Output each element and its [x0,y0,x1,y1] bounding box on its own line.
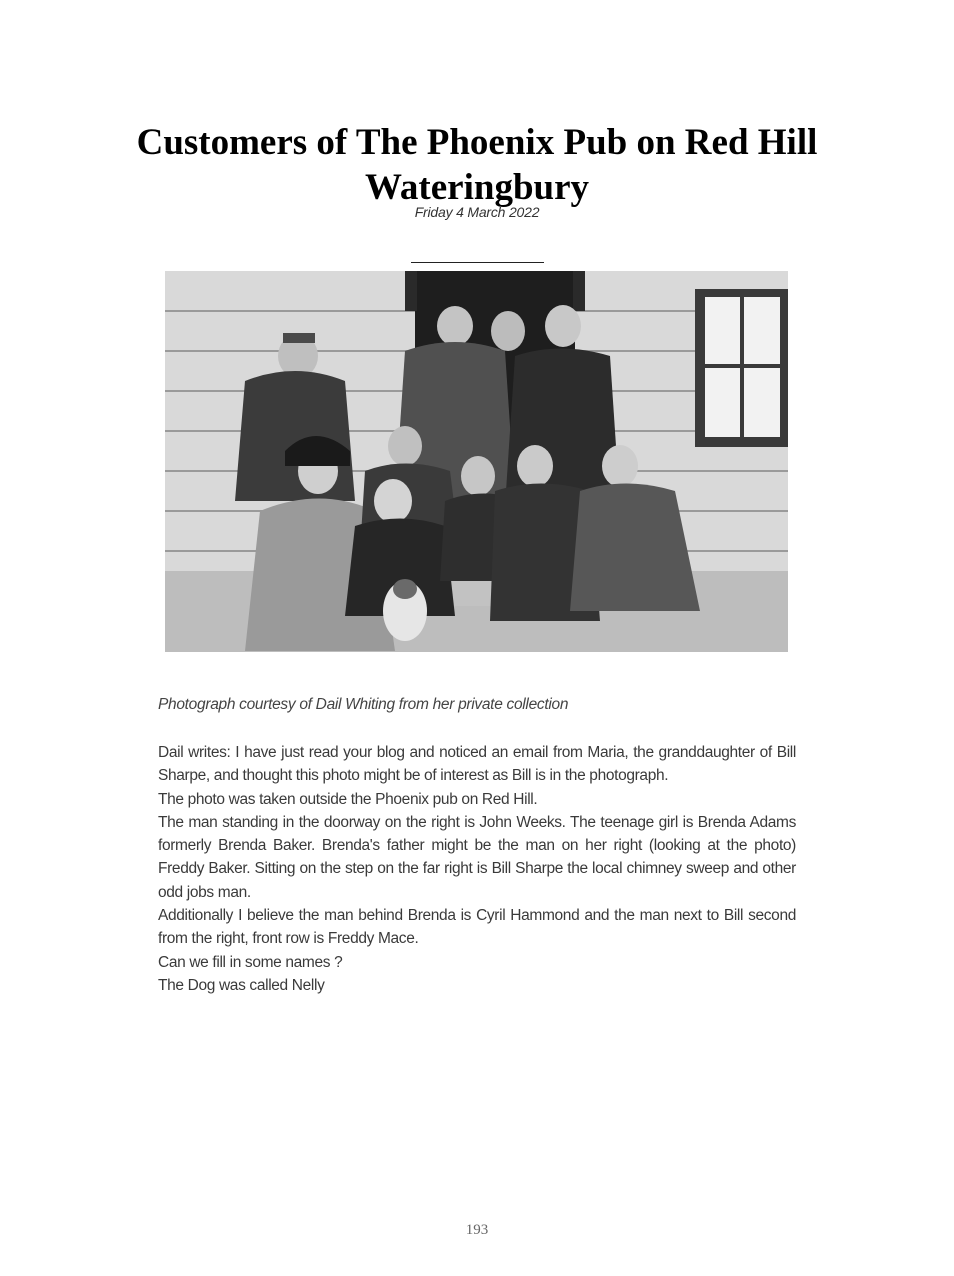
paragraph: Dail writes: I have just read your blog and noticed an email from Maria, the granddaughter of Bill Sharpe, and thought this photo might be of interest as Bill is in the photograph. [158,744,796,785]
title-divider [411,262,544,263]
photo-caption: Photograph courtesy of Dail Whiting from her private collection [158,696,569,713]
photo-illustration [165,271,788,652]
paragraph: The photo was taken outside the Phoenix pub on Red Hill. [158,790,538,808]
paragraph: The Dog was called Nelly [158,976,325,994]
page-number: 193 [465,1222,489,1238]
paragraph: The man standing in the doorway on the right is John Weeks. The teenage girl is Brenda Adams formerly Brenda Baker. Brenda's father might be the man on her right (looking at the photo) Freddy Baker. Sitting on the step on the far right is Bill Sharpe the local chimney sweep and other odd jobs man. [158,813,796,901]
group-photo [165,271,788,652]
article-title: Customers of The Phoenix Pub on Red Hill Wateringbury [136,122,818,208]
article-date: Friday 4 March 2022 [414,204,540,220]
paragraph: Can we fill in some names ? [158,953,343,971]
article-body [158,741,796,997]
paragraph: Additionally I believe the man behind Brenda is Cyril Hammond and the man next to Bill second from the right, front row is Freddy Mace. [158,907,796,948]
